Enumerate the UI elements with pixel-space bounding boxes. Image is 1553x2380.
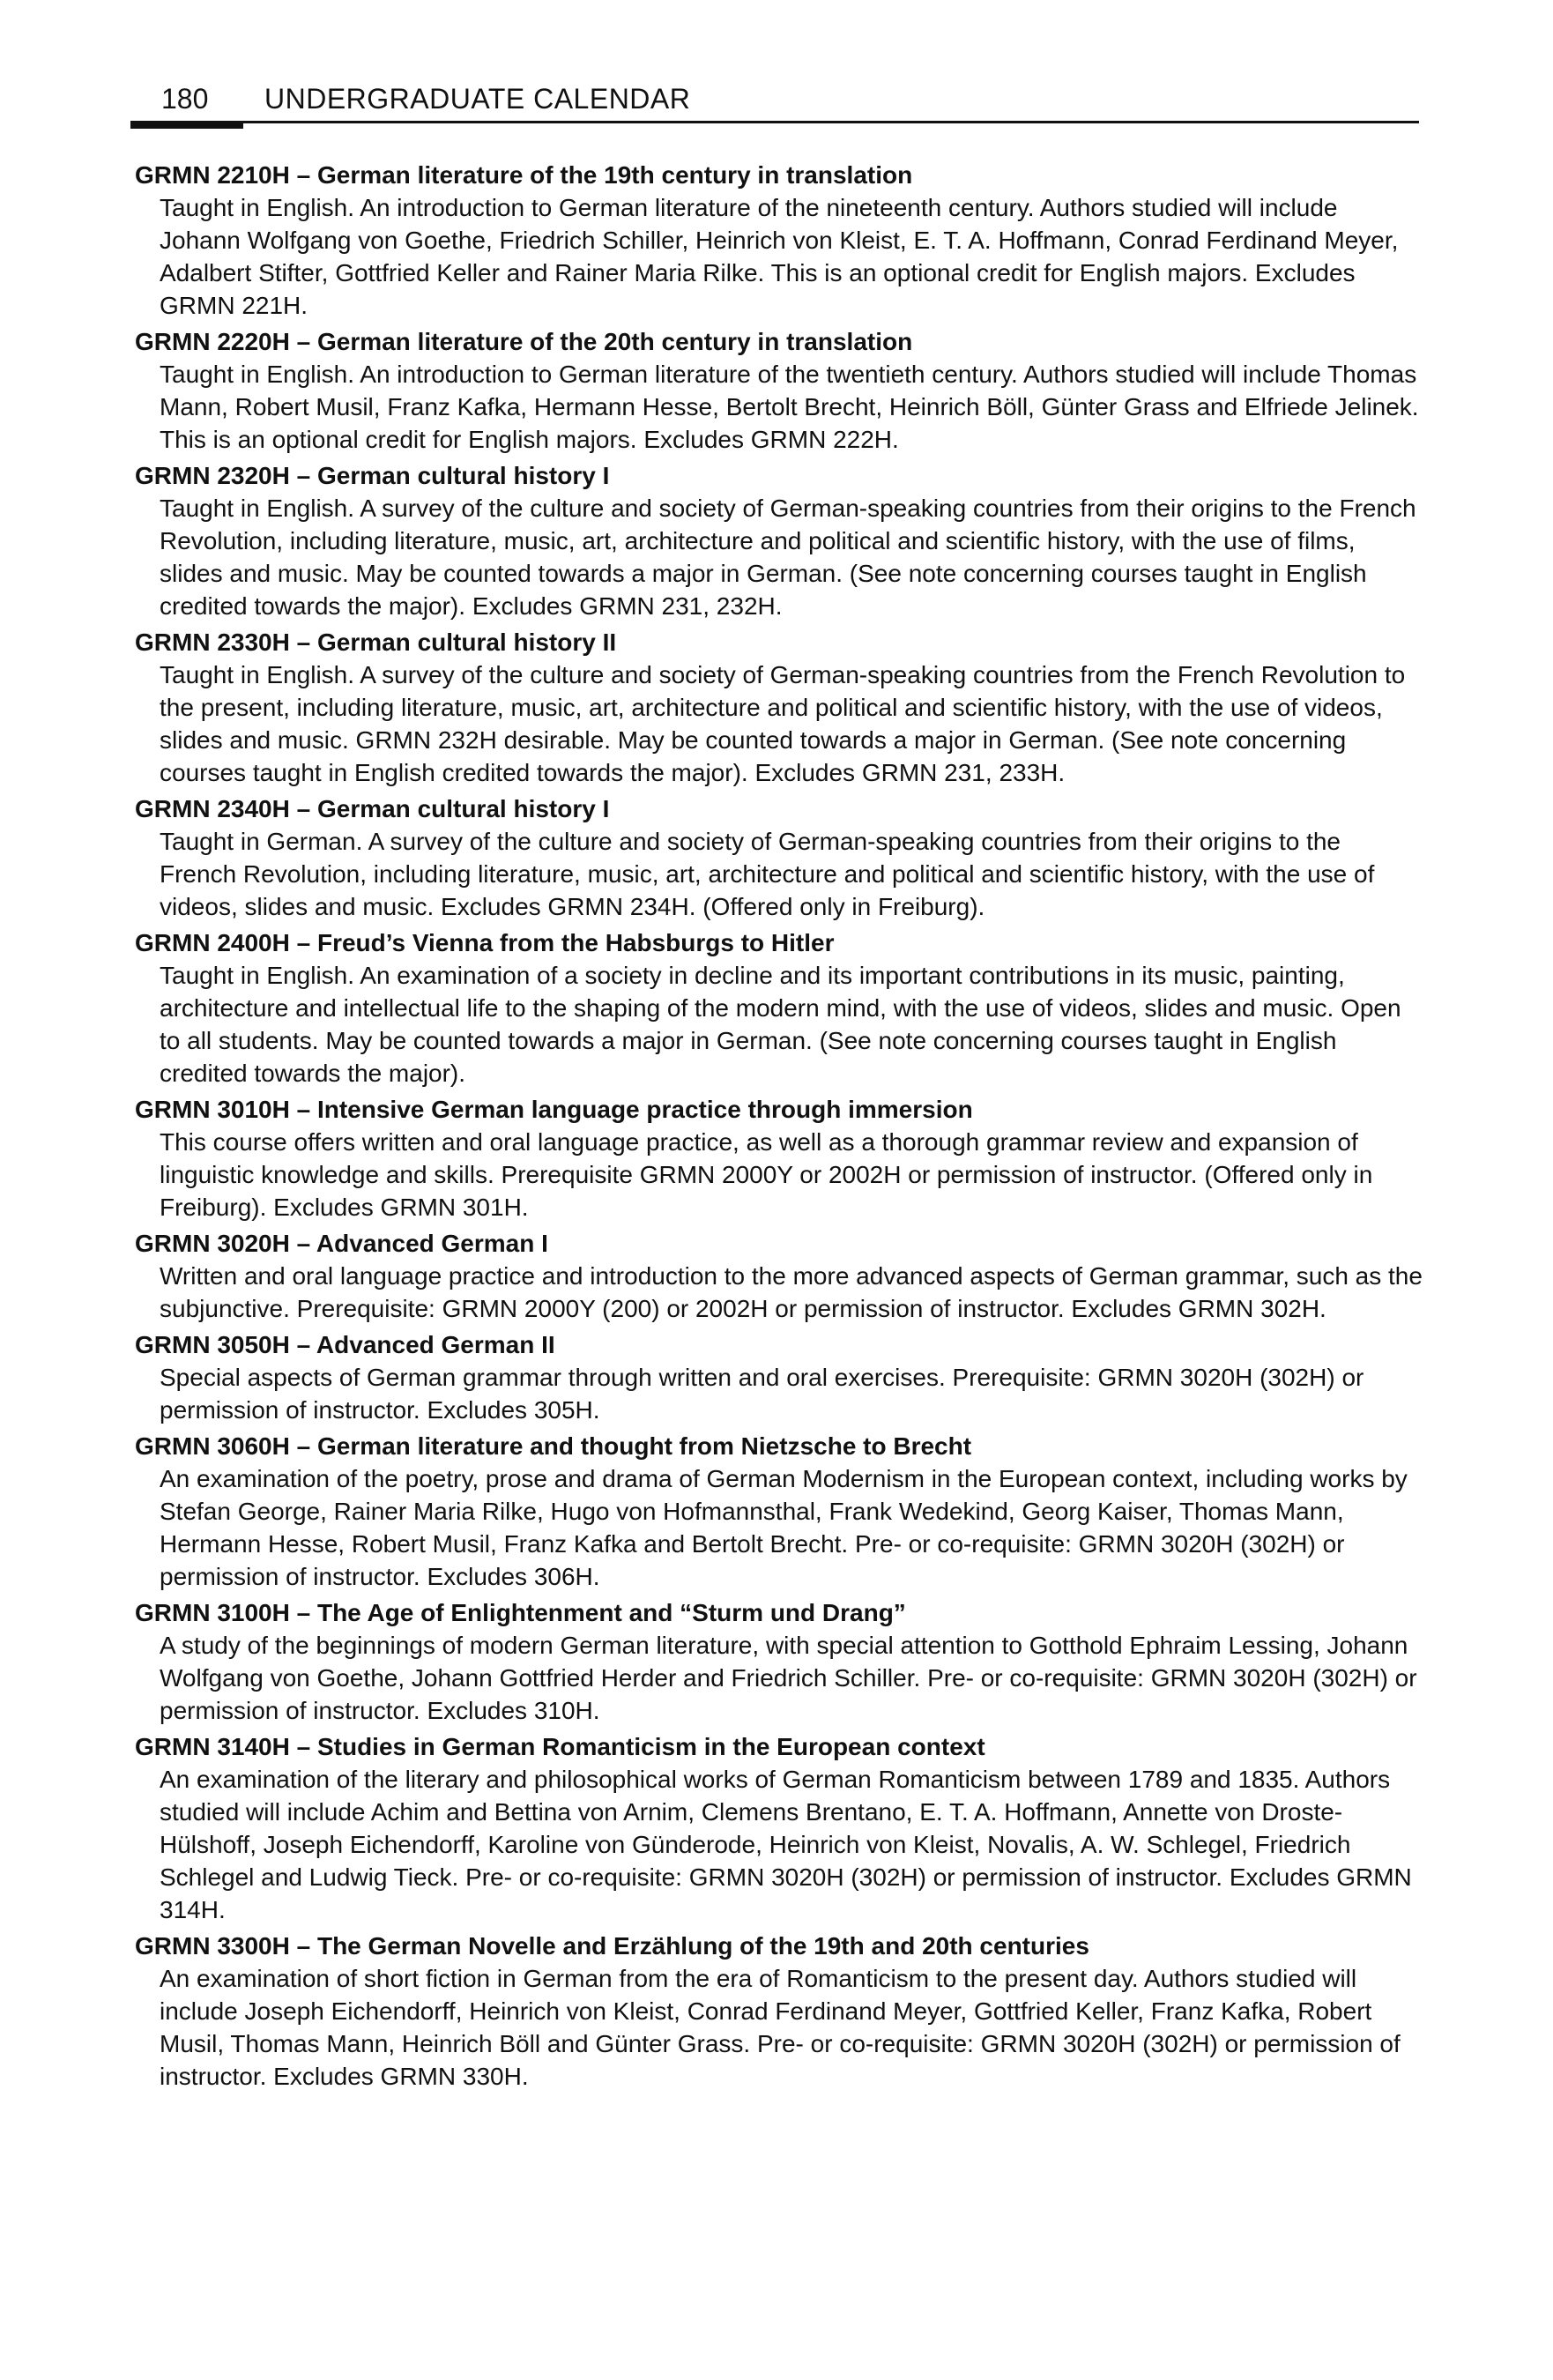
course-description: This course offers written and oral language practice, as well as a thorough grammar review and expansion of linguistic knowledge and skills. Prerequisite GRMN 2000Y or 2002H or permission of instructor. (Offered only in Freiburg). Excludes GRMN 301H. — [160, 1128, 1373, 1221]
header-tab-marker — [130, 121, 243, 129]
course-title: GRMN 3100H – The Age of Enlightenment and “Sturm und Drang” — [135, 1599, 906, 1626]
course-title: GRMN 3140H – Studies in German Romanticism in the European context — [135, 1733, 985, 1760]
course-description: Taught in English. An examination of a society in decline and its important contributions in its music, painting, architecture and intellectual life to the shaping of the modern mind, with the use of videos, slides and music. Open to all students. May be counted towards a major in German. (See note concerning courses taught in English credited towards the major). — [160, 962, 1401, 1087]
course-entry — [135, 626, 1423, 789]
course-entry — [135, 159, 1423, 322]
course-entry — [135, 926, 1423, 1090]
course-entry — [135, 1930, 1423, 2093]
course-title: GRMN 2400H – Freud’s Vienna from the Habsburgs to Hitler — [135, 929, 835, 956]
course-entry — [135, 1430, 1423, 1593]
course-description: Taught in English. An introduction to German literature of the twentieth century. Authors studied will include Thomas Mann, Robert Musil, Franz Kafka, Hermann Hesse, Bertolt Brecht, Heinrich Böll, Günter Grass and Elfriede Jelinek. This is an optional credit for English majors. Excludes GRMN 222H. — [160, 361, 1419, 453]
course-description: An examination of the literary and philosophical works of German Romanticism between 1789 and 1835. Authors studied will include Achim and Bettina von Arnim, Clemens Brentano, E. T. A. Hoffmann, Annette von Droste-Hülshoff, Joseph Eichendorff, Karoline von Günderode, Heinrich von Kleist, Novalis, A. W. Schlegel, Friedrich Schlegel and Ludwig Tieck. Pre- or co-requisite: GRMN 3020H (302H) or permission of instructor. Excludes GRMN 314H. — [160, 1766, 1412, 1923]
header-rule — [130, 121, 1419, 123]
course-entry — [135, 1227, 1423, 1325]
header-title: UNDERGRADUATE CALENDAR — [264, 83, 691, 115]
course-description: Taught in English. A survey of the culture and society of German-speaking countries from their origins to the French Revolution, including literature, music, art, architecture and political and scientific history, with the use of films, slides and music. May be counted towards a major in German. (See note concerning courses taught in English credited towards the major). Excludes GRMN 231, 232H. — [160, 495, 1416, 620]
course-title: GRMN 2220H – German literature of the 20th century in translation — [135, 328, 913, 355]
course-title: GRMN 3300H – The German Novelle and Erzählung of the 19th and 20th centuries — [135, 1932, 1089, 1960]
course-description: An examination of the poetry, prose and drama of German Modernism in the European context, including works by Stefan George, Rainer Maria Rilke, Hugo von Hofmannsthal, Frank Wedekind, Georg Kaiser, Thomas Mann, Hermann Hesse, Robert Musil, Franz Kafka and Bertolt Brecht. Pre- or co-requisite: GRMN 3020H (302H) or permission of instructor. Excludes 306H. — [160, 1465, 1408, 1590]
course-description: Special aspects of German grammar through written and oral exercises. Prerequisite: GRMN 3020H (302H) or permission of instructor. Excludes 305H. — [160, 1364, 1364, 1424]
course-description: An examination of short fiction in German from the era of Romanticism to the present day. Authors studied will include Joseph Eichendorff, Heinrich von Kleist, Conrad Ferdinand Meyer, Gottfried Keller, Franz Kafka, Robert Musil, Thomas Mann, Heinrich Böll and Günter Grass. Pre- or co-requisite: GRMN 3020H (302H) or permission of instructor. Excludes GRMN 330H. — [160, 1965, 1401, 2090]
course-entry — [135, 1328, 1423, 1426]
course-entry — [135, 325, 1423, 456]
course-title: GRMN 3010H – Intensive German language practice through immersion — [135, 1096, 973, 1123]
page-header — [130, 81, 1419, 125]
course-entry — [135, 459, 1423, 622]
course-description: Taught in English. An introduction to German literature of the nineteenth century. Authors studied will include Johann Wolfgang von Goethe, Friedrich Schiller, Heinrich von Kleist, E. T. A. Hoffmann, Conrad Ferdinand Meyer, Adalbert Stifter, Gottfried Keller and Rainer Maria Rilke. This is an optional credit for English majors. Excludes GRMN 221H. — [160, 194, 1399, 319]
course-title: GRMN 3050H – Advanced German II — [135, 1331, 555, 1358]
course-description: Written and oral language practice and introduction to the more advanced aspects of German grammar, such as the subjunctive. Prerequisite: GRMN 2000Y (200) or 2002H or permission of instructor. Excludes GRMN 302H. — [160, 1262, 1423, 1322]
course-description: Taught in German. A survey of the culture and society of German-speaking countries from their origins to the French Revolution, including literature, music, art, architecture and political and scientific history, with the use of videos, slides and music. Excludes GRMN 234H. (Offered only in Freiburg). — [160, 828, 1375, 920]
course-title: GRMN 2340H – German cultural history I — [135, 795, 610, 822]
course-entry — [135, 792, 1423, 923]
course-title: GRMN 3060H – German literature and thought from Nietzsche to Brecht — [135, 1432, 972, 1460]
course-title: GRMN 2330H – German cultural history II — [135, 628, 617, 656]
course-description: A study of the beginnings of modern German literature, with special attention to Gotthold Ephraim Lessing, Johann Wolfgang von Goethe, Johann Gottfried Herder and Friedrich Schiller. Pre- or co-requisite: GRMN 3020H (302H) or permission of instructor. Excludes 310H. — [160, 1632, 1417, 1724]
course-title: GRMN 3020H – Advanced German I — [135, 1230, 548, 1257]
course-entry — [135, 1093, 1423, 1223]
course-description: Taught in English. A survey of the culture and society of German-speaking countries from the French Revolution to the present, including literature, music, art, architecture and political and scientific history, with the use of videos, slides and music. GRMN 232H desirable. May be counted towards a major in German. (See note concerning courses taught in English credited towards the major). Excludes GRMN 231, 233H. — [160, 661, 1406, 786]
course-entry — [135, 1596, 1423, 1727]
page-number: 180 — [161, 83, 209, 115]
course-list — [135, 159, 1423, 2096]
course-title: GRMN 2210H – German literature of the 19th century in translation — [135, 161, 913, 189]
course-title: GRMN 2320H – German cultural history I — [135, 462, 610, 489]
course-entry — [135, 1730, 1423, 1926]
